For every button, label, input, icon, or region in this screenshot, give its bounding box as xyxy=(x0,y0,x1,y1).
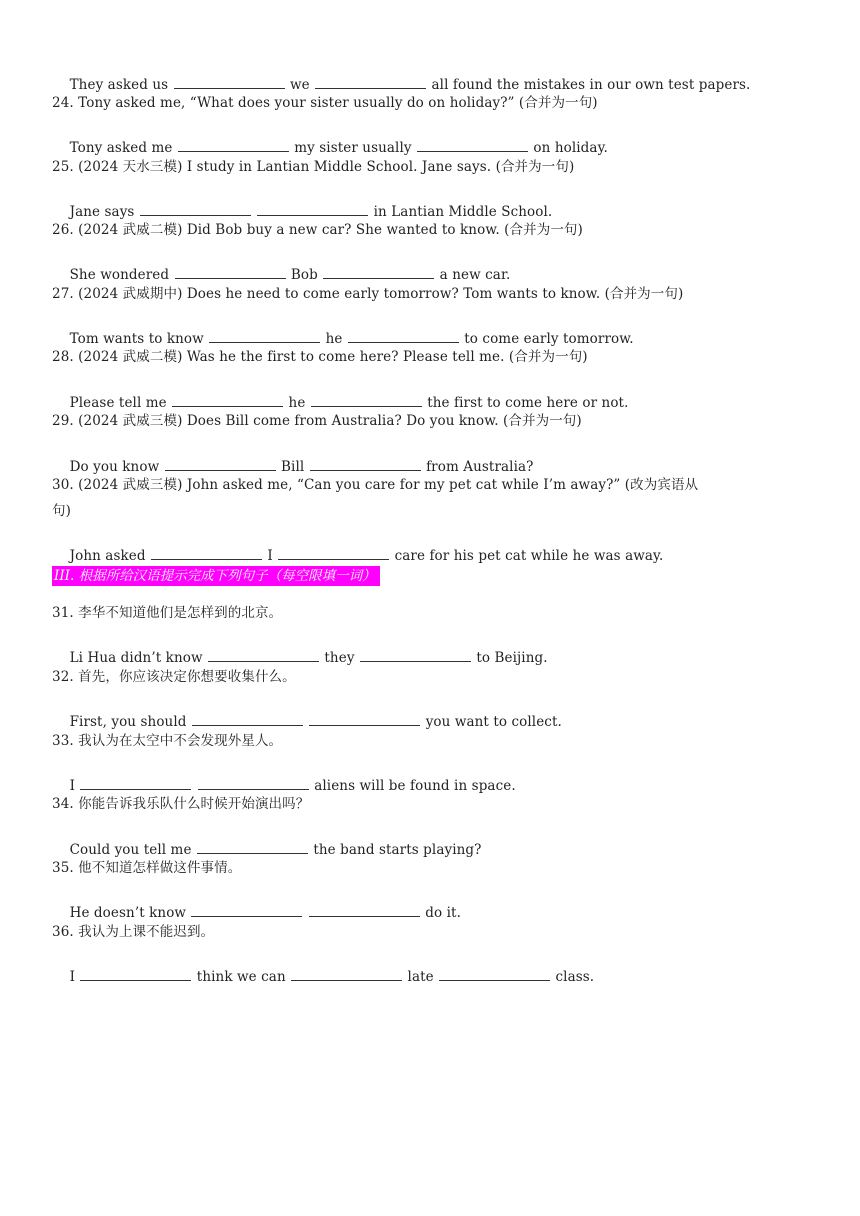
answer-blank[interactable] xyxy=(309,712,420,726)
answer-text: all found the mistakes in our own test papers. xyxy=(427,77,751,93)
answer-text: I xyxy=(69,969,80,985)
answer-blank[interactable] xyxy=(174,75,285,89)
q29-prompt: 29. (2024 武威三模) Does Bill come from Australia? Do you know. (合并为一句) xyxy=(52,413,582,429)
answer-blank[interactable] xyxy=(191,903,302,917)
answer-blank[interactable] xyxy=(140,202,251,216)
answer-text: Bob xyxy=(286,267,323,283)
answer-blank[interactable] xyxy=(192,712,303,726)
q35-prompt: 35. 他不知道怎样做这件事情。 xyxy=(52,860,242,876)
q31-prompt: 31. 李华不知道他们是怎样到的北京。 xyxy=(52,605,283,621)
answer-text: He doesn’t know xyxy=(69,905,191,921)
answer-text: Please tell me xyxy=(69,395,172,411)
answer-text: from Australia? xyxy=(421,459,534,475)
answer-text: late xyxy=(403,969,439,985)
answer-blank[interactable] xyxy=(80,967,191,981)
answer-text: in Lantian Middle School. xyxy=(369,204,553,220)
answer-blank[interactable] xyxy=(165,457,276,471)
answer-text: the first to come here or not. xyxy=(422,395,629,411)
answer-text: Li Hua didn’t know xyxy=(69,650,208,666)
q28-prompt: 28. (2024 武威二模) Was he the first to come here? Please tell me. (合并为一句) xyxy=(52,349,588,365)
answer-blank[interactable] xyxy=(278,546,389,560)
answer-text: Tony asked me xyxy=(69,140,177,156)
answer-text: do it. xyxy=(420,905,461,921)
answer-blank[interactable] xyxy=(208,648,319,662)
q30-prompt: 30. (2024 武威三模) John asked me, “Can you care for my pet cat while I’m away?” (改为宾语从 xyxy=(52,477,699,493)
answer-blank[interactable] xyxy=(360,648,471,662)
answer-text: my sister usually xyxy=(289,140,417,156)
answer-text: care for his pet cat while he was away. xyxy=(390,548,664,564)
answer-text: Bill xyxy=(276,459,309,475)
answer-blank[interactable] xyxy=(323,265,434,279)
answer-blank[interactable] xyxy=(172,393,283,407)
q33-prompt: 33. 我认为在太空中不会发现外星人。 xyxy=(52,733,283,749)
answer-blank[interactable] xyxy=(309,903,420,917)
answer-blank[interactable] xyxy=(257,202,368,216)
answer-text: think we can xyxy=(192,969,291,985)
answer-blank[interactable] xyxy=(178,138,289,152)
answer-blank[interactable] xyxy=(151,546,262,560)
answer-blank[interactable] xyxy=(417,138,528,152)
answer-text xyxy=(303,905,307,921)
answer-blank[interactable] xyxy=(439,967,550,981)
answer-text: First, you should xyxy=(69,714,191,730)
q32-prompt: 32. 首先，你应该决定你想要收集什么。 xyxy=(52,669,296,685)
answer-text: they xyxy=(320,650,359,666)
q24-prompt: 24. Tony asked me, “What does your sister usually do on holiday?” (合并为一句) xyxy=(52,95,598,111)
answer-blank[interactable] xyxy=(209,329,320,343)
q36-answer-line xyxy=(52,949,594,1004)
answer-text xyxy=(304,714,308,730)
answer-text: he xyxy=(321,331,347,347)
answer-text: aliens will be found in space. xyxy=(309,778,516,794)
answer-text: a new car. xyxy=(435,267,511,283)
answer-text: on holiday. xyxy=(529,140,608,156)
answer-text: class. xyxy=(551,969,595,985)
q34-prompt: 34. 你能告诉我乐队什么时候开始演出吗？ xyxy=(52,796,310,812)
answer-text: Do you know xyxy=(69,459,164,475)
q30-prompt-continued: 句) xyxy=(52,503,71,519)
answer-text: to Beijing. xyxy=(471,650,548,666)
answer-text: Jane says xyxy=(69,204,139,220)
answer-blank[interactable] xyxy=(315,75,426,89)
answer-text: we xyxy=(285,77,315,93)
answer-blank[interactable] xyxy=(198,776,309,790)
answer-blank[interactable] xyxy=(291,967,402,981)
answer-blank[interactable] xyxy=(311,393,422,407)
section-heading: III. 根据所给汉语提示完成下列句子（每空限填一词） xyxy=(52,566,380,586)
answer-text: to come early tomorrow. xyxy=(459,331,634,347)
answer-blank[interactable] xyxy=(310,457,421,471)
answer-blank[interactable] xyxy=(348,329,459,343)
q26-prompt: 26. (2024 武威二模) Did Bob buy a new car? She wanted to know. (合并为一句) xyxy=(52,222,583,238)
answer-text: Tom wants to know xyxy=(69,331,209,347)
answer-text: She wondered xyxy=(69,267,174,283)
answer-blank[interactable] xyxy=(197,840,308,854)
answer-text: John asked xyxy=(69,548,150,564)
answer-blank[interactable] xyxy=(175,265,286,279)
answer-text: he xyxy=(284,395,310,411)
q36-prompt: 36. 我认为上课不能迟到。 xyxy=(52,924,215,940)
answer-text: I xyxy=(69,778,80,794)
answer-text: I xyxy=(262,548,278,564)
answer-blank[interactable] xyxy=(80,776,191,790)
answer-text: you want to collect. xyxy=(421,714,562,730)
q27-prompt: 27. (2024 武威期中) Does he need to come early tomorrow? Tom wants to know. (合并为一句) xyxy=(52,286,684,302)
answer-text xyxy=(192,778,196,794)
answer-text: the band starts playing? xyxy=(308,842,482,858)
answer-text xyxy=(252,204,256,220)
answer-text: They asked us xyxy=(69,77,173,93)
answer-text: Could you tell me xyxy=(69,842,196,858)
q25-prompt: 25. (2024 天水三模) I study in Lantian Middle School. Jane says. (合并为一句) xyxy=(52,159,575,175)
